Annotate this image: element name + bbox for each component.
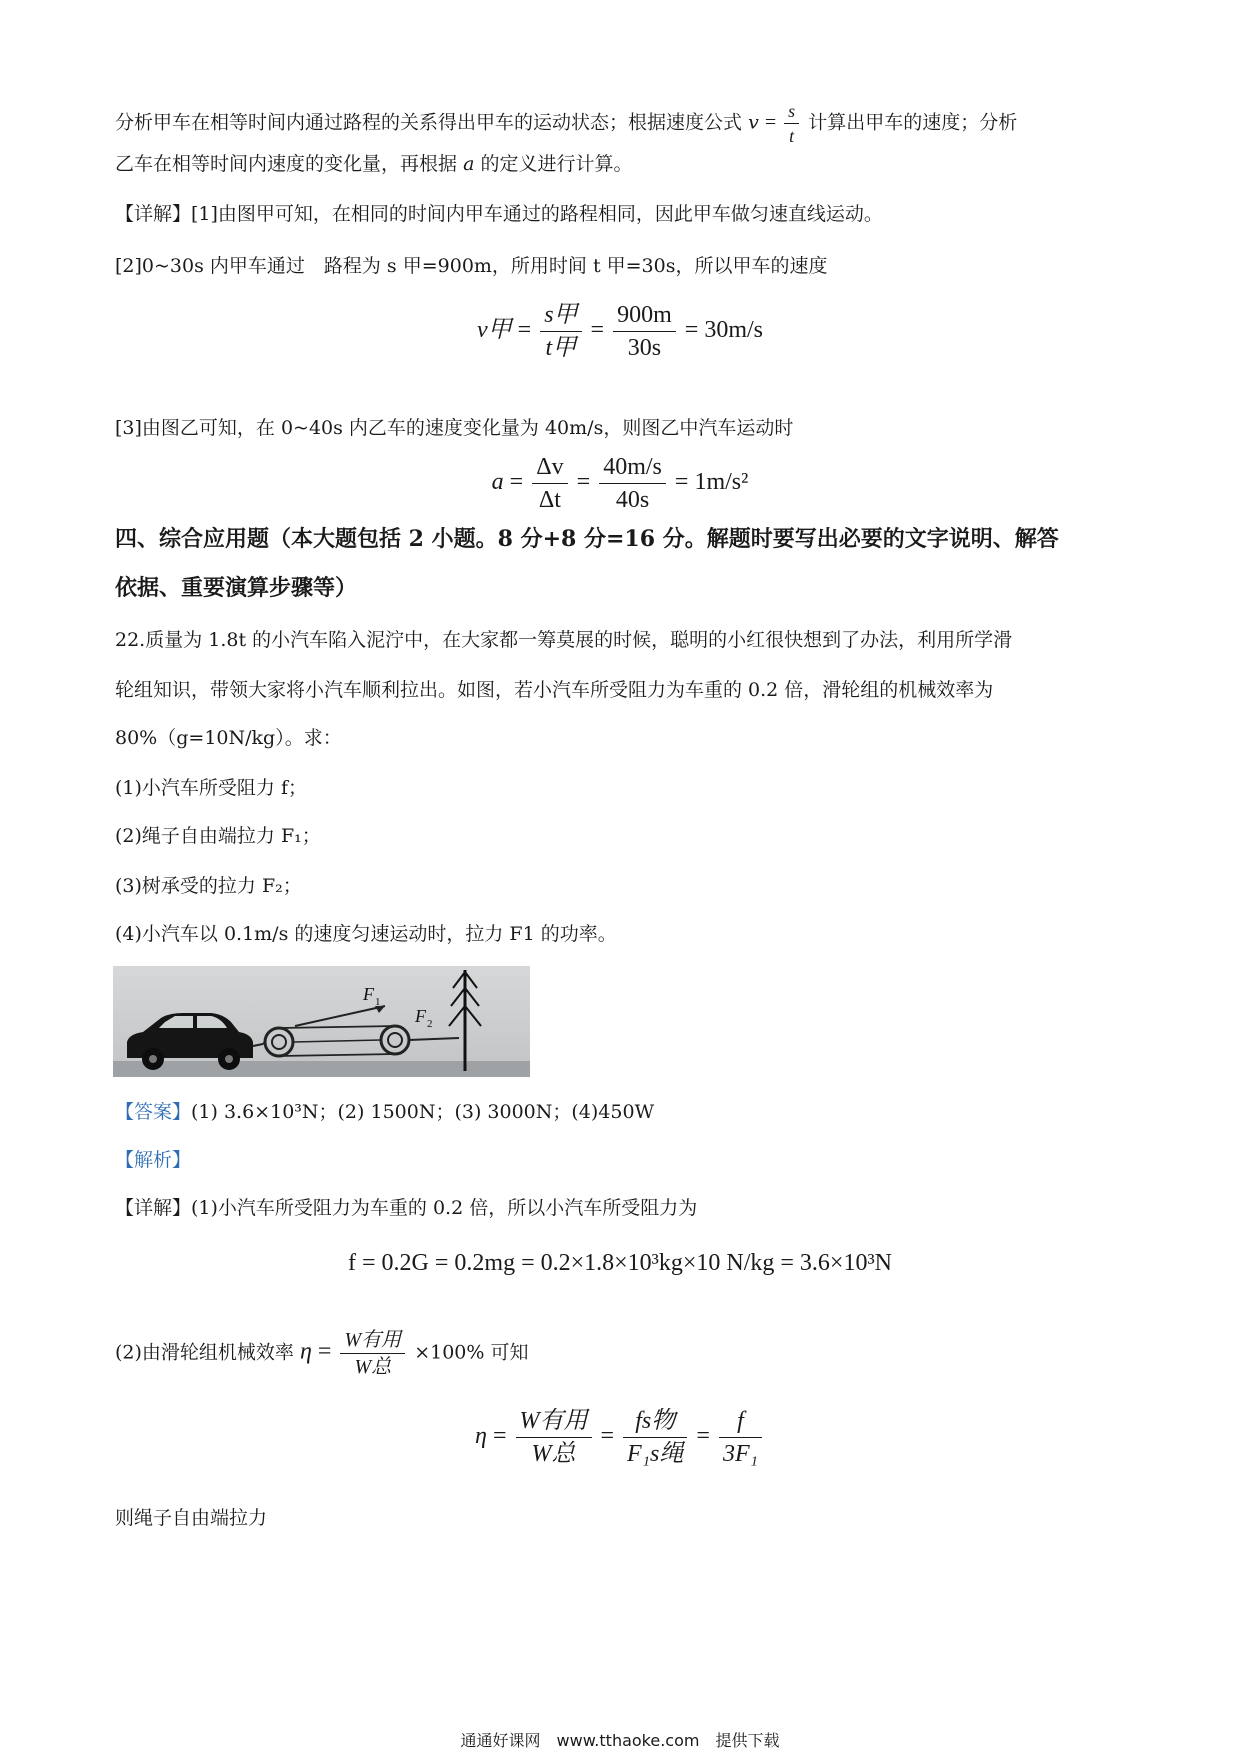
label-f1-sub: 1 [375, 996, 381, 1008]
detail-tag: 【详解】 [115, 203, 192, 225]
question-item-4: (4)小汽车以 0.1m/s 的速度匀速运动时，拉力 F1 的功率。 [115, 923, 617, 945]
equation-velocity: v甲 = $\frac{\text{s甲}}{\text{t甲}}$ = $\frac{900m}{30s}$ = 30m/s [477, 302, 763, 361]
question-line-3: 80%（g=10N/kg）。求： [115, 727, 342, 749]
question-item-3: (3)树承受的拉力 F₂； [115, 875, 302, 897]
label-f1: F [363, 984, 374, 1004]
detail2-eta: η [299, 1338, 312, 1365]
question-line-1: 22.质量为 1.8t 的小汽车陷入泥泞中，在大家都一筹莫展的时候，聪明的小红很快想到了办法，利用所学滑 [115, 629, 1013, 651]
eq4-den2: F₁s绳 [627, 1441, 684, 1467]
intro-var-v: v [748, 111, 759, 134]
analysis-tag: 【解析】 [115, 1149, 192, 1171]
intro-var-a: a [463, 153, 475, 175]
eq2-result: 1m/s² [694, 469, 749, 496]
efficiency-den: W总 [354, 1356, 392, 1378]
eq2-frac-1 [532, 452, 567, 515]
pulley-car-figure [113, 966, 530, 1077]
detail2-tag: 【详解】 [115, 1197, 192, 1219]
detail2-p1 [115, 1194, 1130, 1222]
eq2-frac-2 [599, 452, 666, 515]
label-f2-sub: 2 [427, 1018, 433, 1030]
eq1-lhs: v甲 [477, 317, 512, 344]
efficiency-fraction [340, 1328, 405, 1379]
intro-text-c: 乙车在相等时间内速度的变化量，再根据 [115, 153, 458, 175]
eq4-frac-3 [719, 1406, 762, 1469]
detail1-p3: [3]由图乙可知，在 0~40s 内乙车的速度变化量为 40m/s，则图乙中汽车运动时 [115, 417, 794, 439]
eq2-den2: 40s [615, 487, 650, 513]
detail2-p3: 则绳子自由端拉力 [115, 1507, 268, 1529]
answer-text: (1) 3.6×10³N；(2) 1500N；(3) 3000N；(4)450W [191, 1101, 655, 1123]
section-title-line-2: 依据、重要演算步骤等） [115, 575, 358, 601]
eq2-den1: Δt [538, 487, 561, 513]
detail2-p2-text-b: ×100% 可知 [414, 1341, 529, 1364]
eq2-num1: Δv [532, 452, 567, 484]
label-f2: F [415, 1006, 426, 1026]
answer-tag: 【答案】 [115, 1101, 192, 1123]
intro-line-1: 分析甲车在相等时间内通过路程的关系得出甲车的运动状态；根据速度公式 v = $\frac{s}{t}$ 计算出甲车的速度；分析 [115, 101, 1018, 146]
detail1-p1 [115, 200, 1130, 228]
detail2-p2-text-a: (2)由滑轮组机械效率 [115, 1341, 294, 1364]
equation-efficiency: η = $\frac{\text{W有用}}{\text{W总}}$ = $\frac{\text{fs物}}{\text{F₁s绳}}$ = $\frac{f}{\text{3F₁}}$ [0, 1406, 1240, 1469]
detail1-p2: [2]0~30s 内甲车通过 路程为 s 甲=900m，所用时间 t 甲=30s，所以甲车的速度 [115, 255, 828, 277]
eq1-num2: 900m [613, 300, 676, 332]
eq4-den1: W总 [531, 1441, 576, 1467]
question-line-2: 轮组知识，带领大家将小汽车顺利拉出。如图，若小汽车所受阻力为车重的 0.2 倍，滑轮组的机械效率为 [115, 679, 994, 701]
intro-text-b: 计算出甲车的速度；分析 [808, 111, 1018, 134]
eq4-frac-2 [623, 1406, 687, 1469]
eq1-frac-2 [613, 300, 676, 363]
question-item-2: (2)绳子自由端拉力 F₁； [115, 825, 321, 847]
eq4-num1: W有用 [516, 1406, 592, 1438]
eq1-frac-1 [540, 300, 581, 363]
detail2-p1-text: (1)小汽车所受阻力为车重的 0.2 倍，所以小汽车所受阻力为 [191, 1197, 698, 1219]
ground [113, 1061, 530, 1077]
equation-resistance: f = 0.2G = 0.2mg = 0.2×1.8×10³kg×10 N/kg = 3.6×10³N [348, 1250, 892, 1276]
eq4-lhs: η [475, 1423, 487, 1450]
detail1-p1-text: [1]由图甲可知，在相同的时间内甲车通过的路程相同，因此甲车做匀速直线运动。 [191, 203, 883, 225]
page-footer: 通通好课网 www.tthaoke.com 提供下载 [460, 1731, 780, 1750]
eq2-lhs: a [491, 469, 504, 496]
eq4-den3: 3F₁ [722, 1441, 758, 1467]
eq2-num2: 40m/s [599, 452, 666, 484]
eq1-den2: 30s [627, 335, 662, 361]
eq4-num2: fs物 [623, 1406, 687, 1438]
eq1-den1: t甲 [545, 335, 577, 361]
detail2-p2: (2)由滑轮组机械效率 η = $\frac{\text{W有用}}{\text{W总}}$ ×100% 可知 [115, 1329, 529, 1378]
intro-text-a: 分析甲车在相等时间内通过路程的关系得出甲车的运动状态；根据速度公式 [115, 111, 743, 134]
question-item-1: (1)小汽车所受阻力 f； [115, 777, 307, 799]
intro-text-d: 的定义进行计算。 [480, 153, 633, 175]
eq1-result: 30m/s [704, 317, 763, 344]
intro-line-2 [115, 150, 1130, 178]
eq1-num1: s甲 [540, 300, 581, 332]
velocity-formula-fraction: $\frac{s}{t}$ [784, 100, 799, 147]
efficiency-num: W有用 [340, 1328, 405, 1354]
eq4-num3: f [719, 1406, 762, 1438]
eq4-frac-1 [516, 1406, 592, 1469]
answer-line [115, 1098, 1130, 1126]
equation-acceleration: a = $\frac{\Delta v}{\Delta t}$ = $\frac{40m/s}{40s}$ = 1m/s² [491, 454, 749, 513]
section-title-line-1: 四、综合应用题（本大题包括 2 小题。8 分+8 分=16 分。解题时要写出必要的文字说明、解答 [115, 526, 1059, 552]
